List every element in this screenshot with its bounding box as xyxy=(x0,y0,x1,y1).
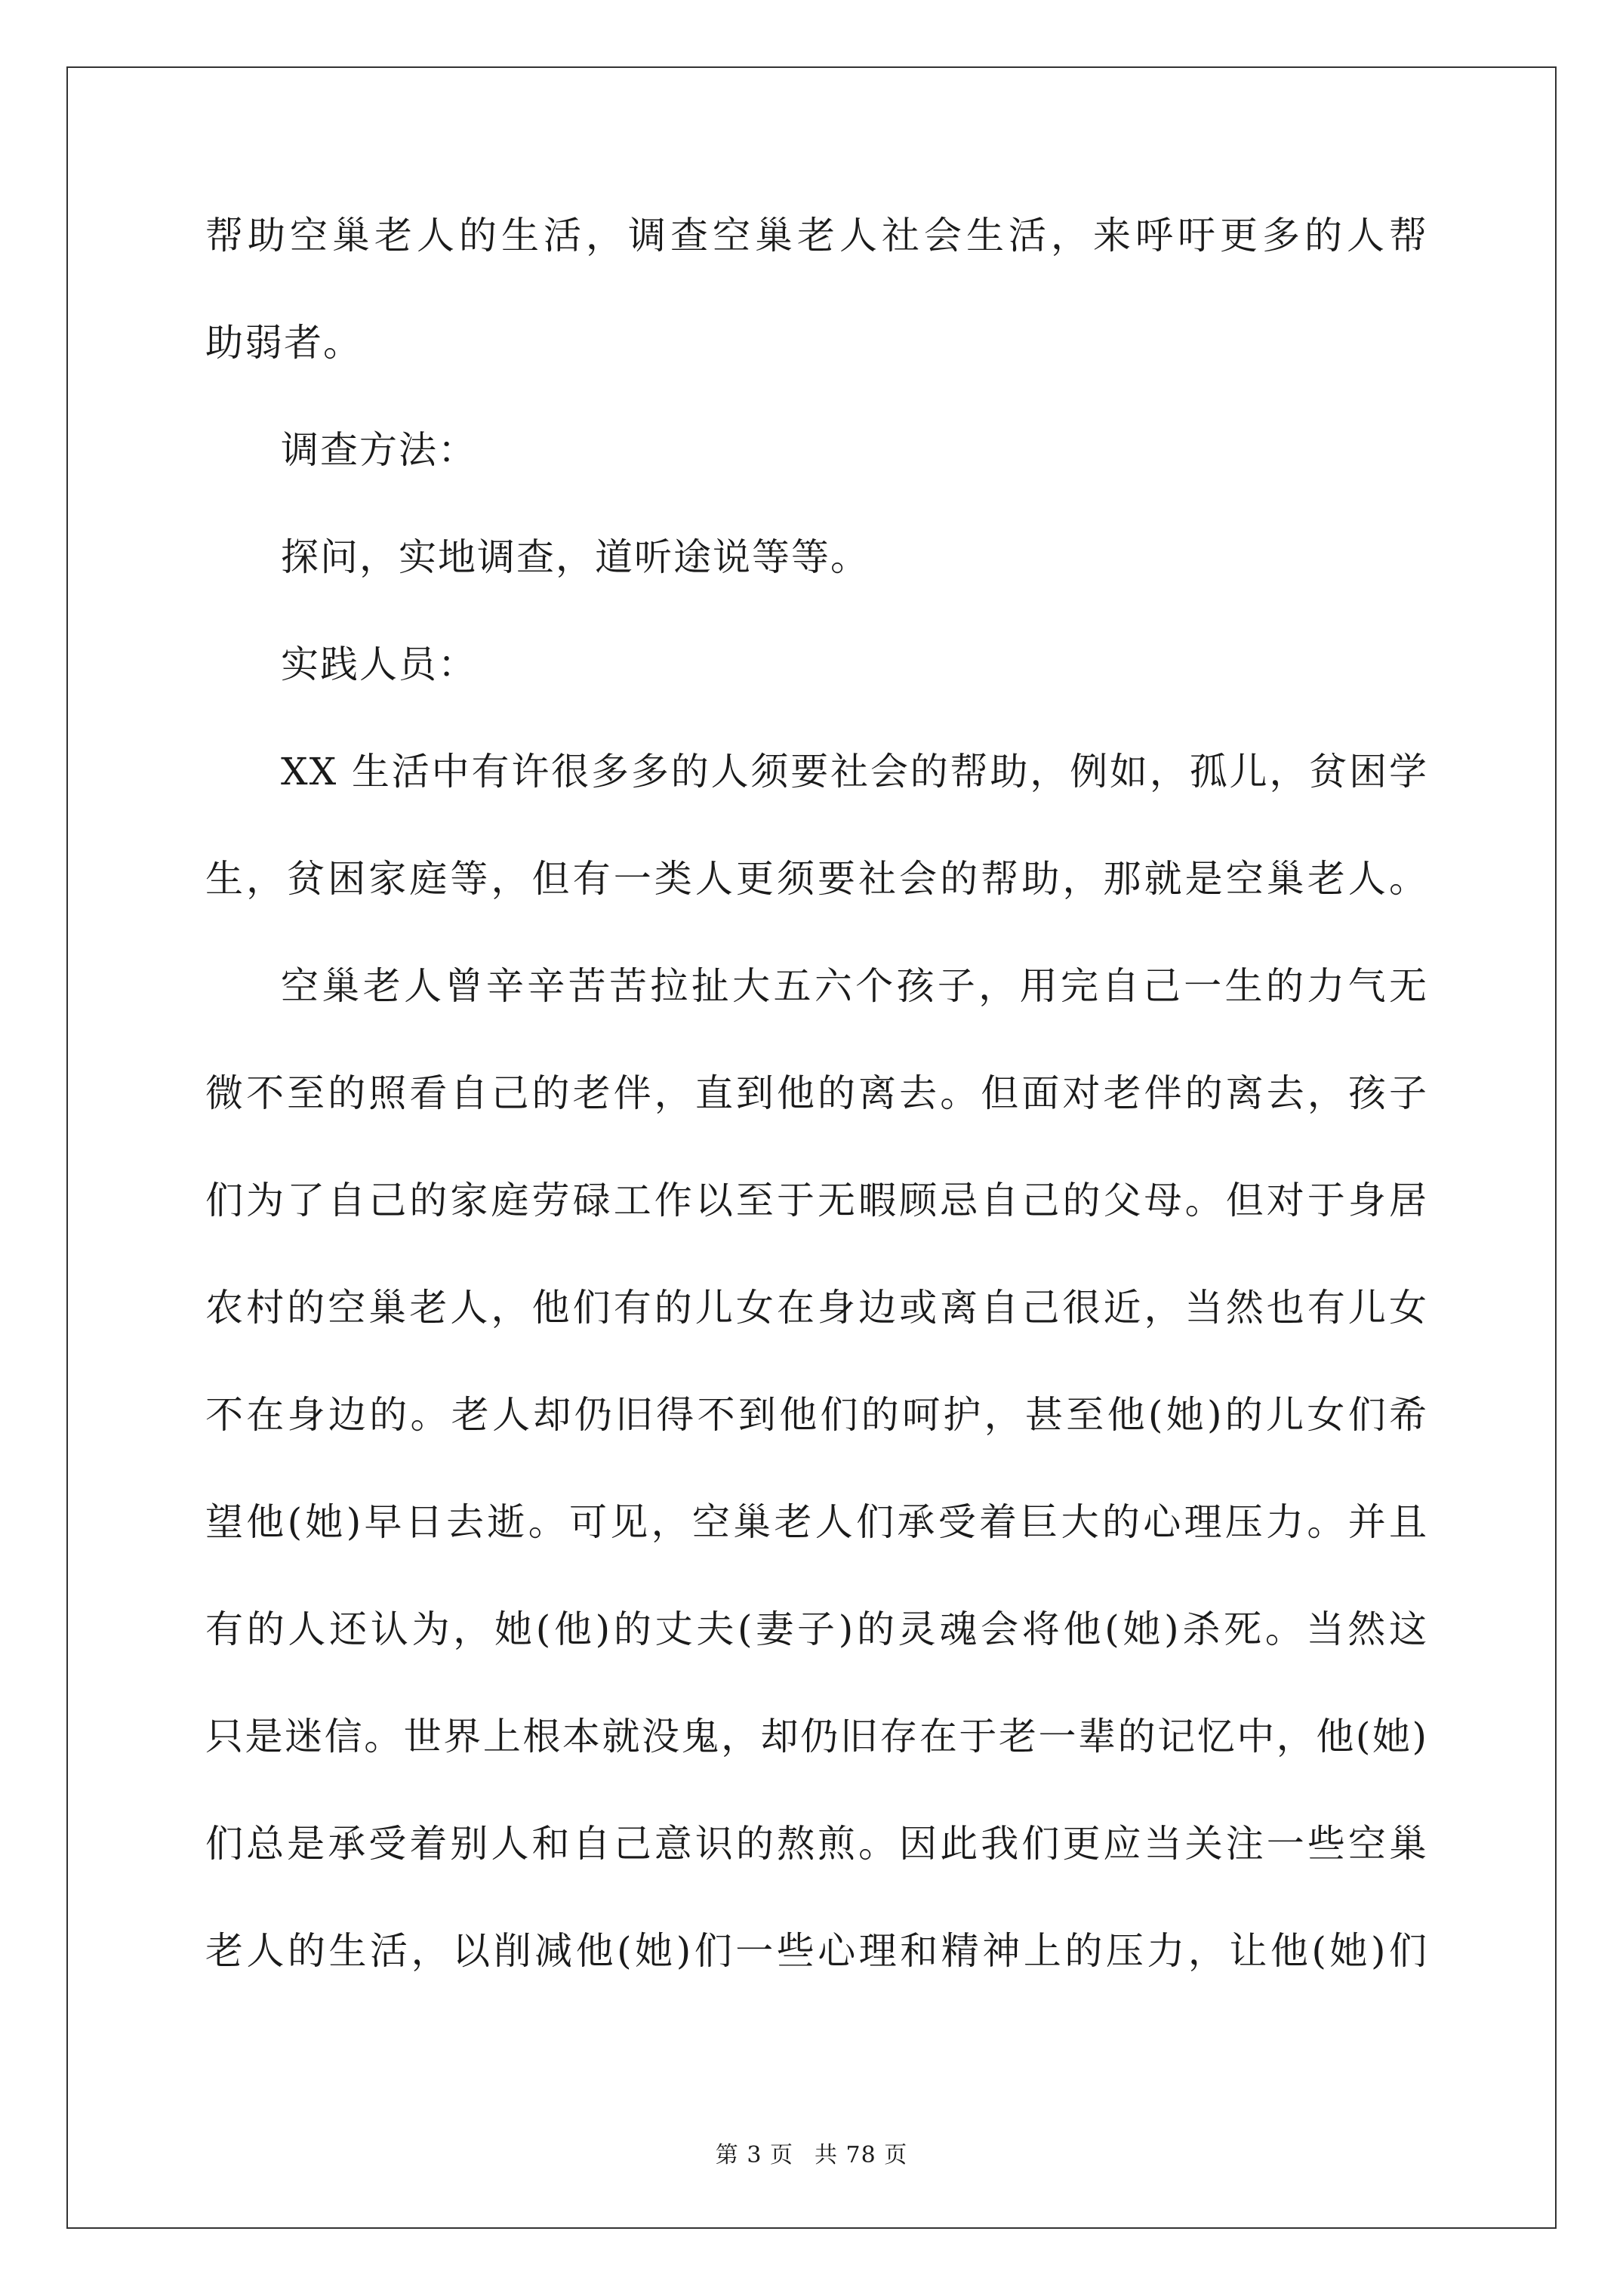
text-line-9: 微不至的照看自己的老伴，直到他的离去。但面对老伴的离去，孩子 xyxy=(205,1071,1428,1115)
text-line-14: 有的人还认为，她(他)的丈夫(妻子)的灵魂会将他(她)杀死。当然这 xyxy=(205,1607,1428,1651)
page-footer xyxy=(0,2143,1623,2168)
page-total: 共 78 页 xyxy=(814,2142,908,2168)
text-line-12: 不在身边的。老人却仍旧得不到他们的呵护，甚至他(她)的儿女们希 xyxy=(205,1393,1428,1437)
text-line-10: 们为了自己的家庭劳碌工作以至于无暇顾忌自己的父母。但对于身居 xyxy=(205,1179,1428,1222)
text-line-15: 只是迷信。世界上根本就没鬼，却仍旧存在于老一辈的记忆中，他(她) xyxy=(205,1715,1428,1758)
text-line-2: 助弱者。 xyxy=(205,321,362,365)
text-line-16: 们总是承受着别人和自己意识的熬煎。因此我们更应当关注一些空巢 xyxy=(205,1822,1428,1866)
page-number: 第 3 页 xyxy=(715,2142,793,2168)
text-line-6: XX 生活中有许很多多的人须要社会的帮助，例如，孤儿，贫困学 xyxy=(281,750,1428,794)
text-line-8: 空巢老人曾辛辛苦苦拉扯大五六个孩子，用完自己一生的力气无 xyxy=(281,964,1428,1008)
text-line-11: 农村的空巢老人，他们有的儿女在身边或离自己很近，当然也有儿女 xyxy=(205,1286,1428,1330)
text-line-1: 帮助空巢老人的生活，调查空巢老人社会生活，来呼吁更多的人帮 xyxy=(205,214,1428,257)
text-line-17: 老人的生活，以削减他(她)们一些心理和精神上的压力，让他(她)们 xyxy=(205,1929,1428,1973)
text-line-13: 望他(她)早日去逝。可见，空巢老人们承受着巨大的心理压力。并且 xyxy=(205,1500,1428,1544)
text-line-5: 实践人员： xyxy=(281,643,477,686)
text-line-4: 探问，实地调查，道听途说等等。 xyxy=(281,535,870,579)
document-body xyxy=(205,215,1428,2038)
text-line-3: 调查方法： xyxy=(281,428,477,472)
text-line-7: 生，贫困家庭等，但有一类人更须要社会的帮助，那就是空巢老人。 xyxy=(205,857,1428,901)
